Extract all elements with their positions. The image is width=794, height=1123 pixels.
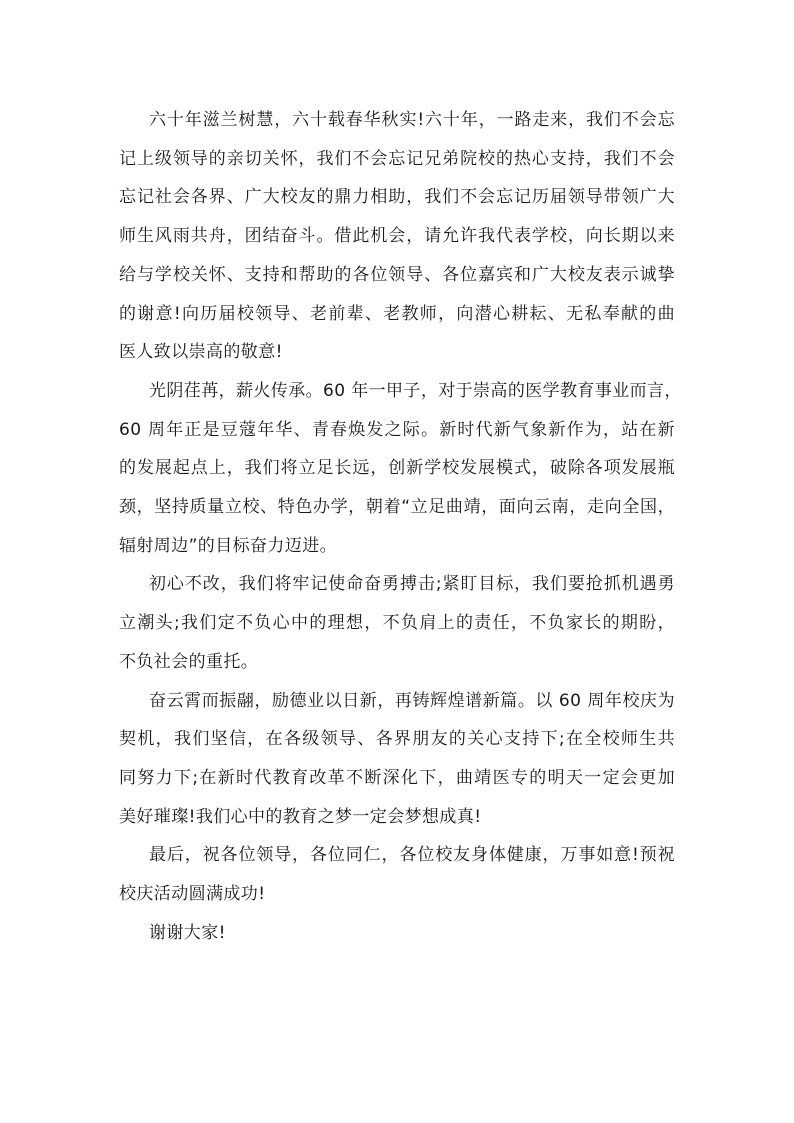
text-line: 奋云霄而振翮，励德业以日新，再铸辉煌谱新篇。以 60 周年校庆为 [149,690,675,711]
text-line: 谢谢大家! [149,922,226,943]
text-line: 医人致以崇高的敬意! [119,342,283,363]
text-line: 同努力下;在新时代教育改革不断深化下，曲靖医专的明天一定会更加 [119,767,675,788]
text-line: 60 周年正是豆蔻年华、青春焕发之际。新时代新气象新作为，站在新 [119,419,675,440]
paragraph-6 [119,914,675,953]
text-line: 颈，坚持质量立校、特色办学，朝着“立足曲靖，面向云南，走向全国， [119,497,675,518]
document-body [119,101,682,952]
text-line: 给与学校关怀、支持和帮助的各位领导、各位嘉宾和广大校友表示诚挚 [119,264,675,285]
text-line: 辐射周边”的目标奋力迈进。 [119,535,338,556]
text-line: 初心不改，我们将牢记使命奋勇搏击;紧盯目标，我们要抢抓机遇勇 [149,574,675,595]
text-line: 契机，我们坚信，在各级领导、各界朋友的关心支持下;在全校师生共 [119,729,675,750]
text-line: 忘记社会各界、广大校友的鼎力相助，我们不会忘记历届领导带领广大 [119,187,675,208]
paragraph-2 [119,372,682,566]
paragraph-4 [119,682,675,837]
paragraph-3 [119,565,675,681]
text-line: 的谢意!向历届校领导、老前辈、老教师，向潜心耕耘、无私奉献的曲 [119,303,675,324]
text-line: 不负社会的重托。 [119,651,259,672]
paragraph-5 [119,836,675,913]
text-line: 师生风雨共舟，团结奋斗。借此机会，请允许我代表学校，向长期以来 [119,226,675,247]
text-line: 最后，祝各位领导，各位同仁，各位校友身体健康，万事如意!预祝 [149,845,675,866]
text-line: 的发展起点上，我们将立足长远，创新学校发展模式，破除各项发展瓶 [119,458,675,479]
paragraph-1 [119,101,675,372]
text-line: 美好璀璨!我们心中的教育之梦一定会梦想成真! [119,806,482,827]
text-line: 光阴荏苒，薪火传承。60 年一甲子，对于崇高的医学教育事业而言， [149,380,682,401]
text-line: 六十年滋兰树慧，六十载春华秋实!六十年，一路走来，我们不会忘 [149,110,675,130]
text-line: 校庆活动圆满成功! [119,884,266,905]
text-line: 立潮头;我们定不负心中的理想，不负肩上的责任，不负家长的期盼， [119,613,675,634]
text-line: 记上级领导的亲切关怀，我们不会忘记兄弟院校的热心支持，我们不会 [119,148,675,169]
